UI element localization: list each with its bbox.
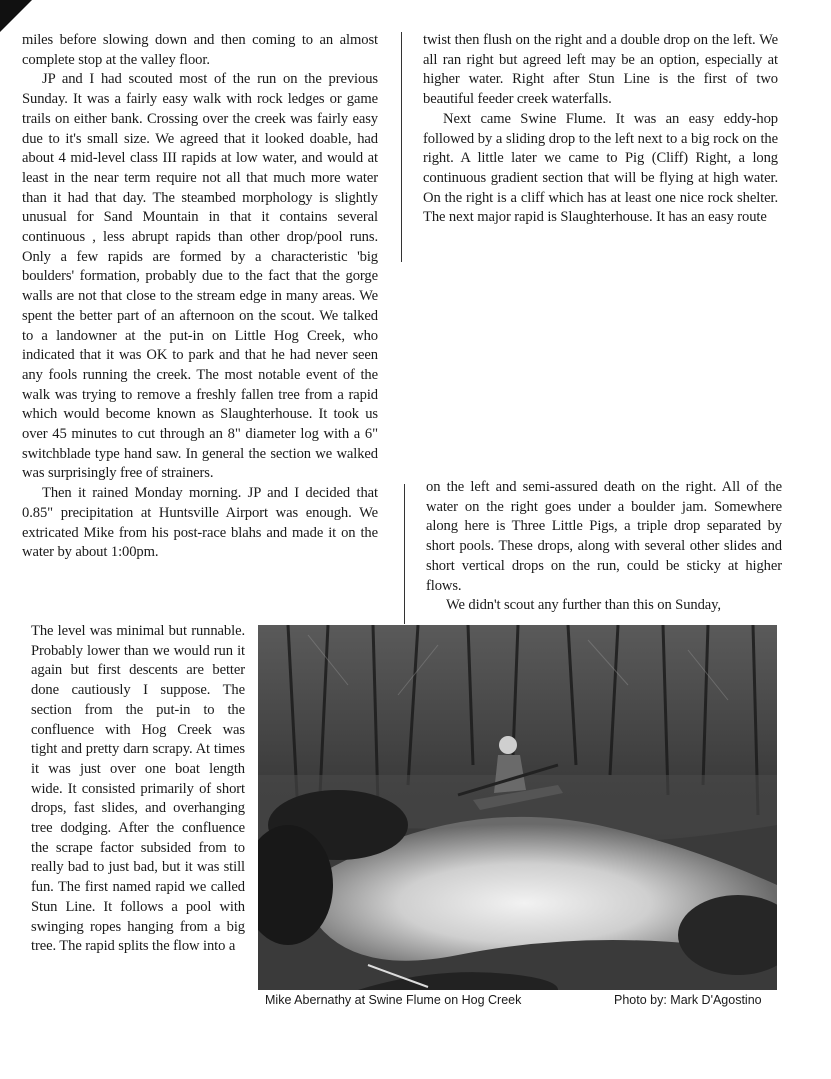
right-column-top <box>423 31 778 228</box>
paragraph-rain: Then it rained Monday morning. JP and I decided that 0.85" precipitation at Huntsville Airport was enough. We extricated Mike from his post-race blahs and made it on the water by about 1:00pm. <box>22 485 378 561</box>
photo-caption: Mike Abernathy at Swine Flume on Hog Creek <box>265 993 522 1007</box>
left-column-narrow <box>31 622 245 957</box>
paragraph-run-description: The level was minimal but runnable. Probably lower than we would run it again but first descents are better done cautiously I suppose. The section from the put-in to the confluence with Hog Creek was tight and pretty darn scrapy. At times it was just over one boat length wide. It consisted primarily of short drops, fast slides, and overhanging tree dodging. After the confluence the scrape factor subsided from to really bad to just bad, but it was still fun. The first named rapid we called Stun Line. It follows a pool with swinging ropes hanging from a big tree. The rapid splits the flow into a <box>31 623 245 955</box>
paragraph-swine-flume: Next came Swine Flume. It was an easy eddy-hop followed by a sliding drop to the left next to a big rock on the right. A little later we came to Pig (Cliff) Right, a long continuous gradient section that will be flying at high water. On the right is a cliff which has at least one nice rock shelter. The next major rapid is Slaughterhouse. It has an easy route <box>423 110 778 226</box>
paragraph-slaughterhouse: on the left and semi-assured death on the right. All of the water on the right goes under a boulder jam. Somewhere along here is Three Little Pigs, a triple drop separated by short pools. These drops, along with several other slides and short vertical drops on the run, could be sticky at higher flows. <box>426 479 782 594</box>
kayak-photo <box>258 625 777 990</box>
column-divider-top <box>401 32 402 262</box>
paragraph-sunday: We didn't scout any further than this on Sunday, <box>446 597 721 614</box>
paragraph-continuation: miles before slowing down and then coming to an almost complete stop at the valley floor. <box>22 32 378 68</box>
paragraph-stun-line: twist then flush on the right and a double drop on the left. We all ran right but agreed left may be an option, especially at higher water. Right after Stun Line is the first of two beautiful feeder creek waterfalls. <box>423 32 778 108</box>
paragraph-scouting: JP and I had scouted most of the run on the previous Sunday. It was a fairly easy walk with rock ledges or game trails on either bank. Crossing over the creek was fairly easy due to it's small size. We agreed that it looked doable, had about 4 mid-level class III rapids at low water, and would at least in the near term require not all that much more water than it had that day. The steambed morphology is slightly unusual for Sand Mountain in that it contains several continuous , less abrupt rapids than other drop/pool runs. Only a few rapids are formed by a characteristic 'big boulders' formation, probably due to the fact that the gorge walls are not that close to the stream edge in many areas. We spent the better part of an afternoon on the scout. We talked to a landowner at the put-in on Little Hog Creek, who indicated that it was OK to park and that he had never seen any fools running the creek. The most notable event of the walk was trying to remove a freshly fallen tree from a rapid which would become known as Slaughterhouse. It took us over 45 minutes to cut through an 8" diameter log with a 6" switchblade type hand saw. In general the section we walked was surprisingly free of strainers. <box>22 71 378 482</box>
photo-credit: Photo by: Mark D'Agostino <box>614 993 762 1007</box>
kayak-photo-illustration <box>258 625 777 990</box>
column-divider-middle <box>404 484 405 624</box>
right-column-middle <box>426 478 782 616</box>
page-corner-mark <box>0 0 32 32</box>
left-column-top <box>22 31 378 563</box>
